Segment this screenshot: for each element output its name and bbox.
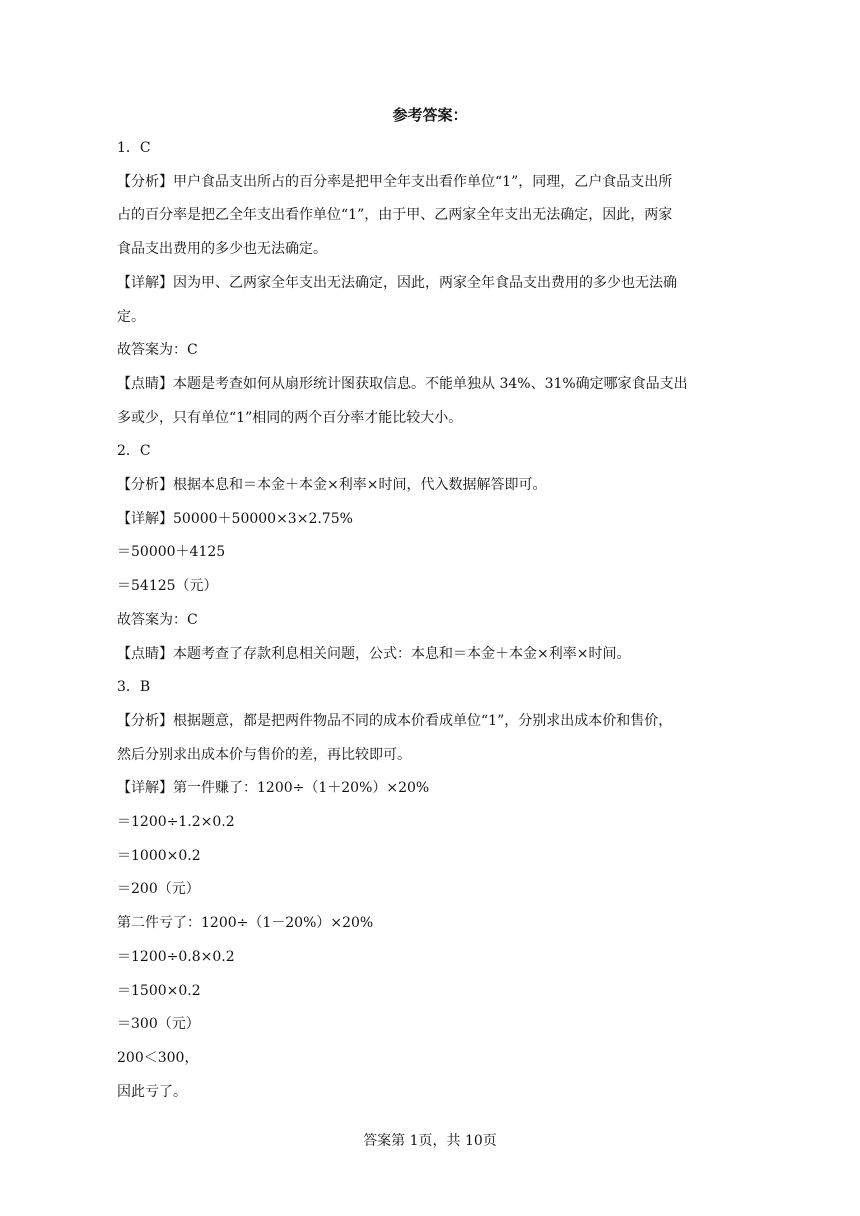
page-footer: 答案第 1页，共 10页 [363, 1133, 497, 1149]
answer-line: 200＜300， [117, 1049, 199, 1066]
answer-line: ＝1200÷1.2×0.2 [117, 814, 235, 831]
answer-line: 因此亏了。 [117, 1083, 187, 1100]
answer-line: 3．B [117, 679, 151, 696]
answer-line: 定。 [117, 308, 145, 325]
answer-line: 1．C [117, 140, 151, 156]
page-title: 参考答案： [392, 106, 468, 124]
answer-line: 故答案为：C [117, 342, 198, 359]
answer-line: 【分析】根据题意，都是把两件物品不同的成本价看成单位“1”，分别求出成本价和售价， [117, 712, 673, 729]
answer-line: 多或少，只有单位“1”相同的两个百分率才能比较大小。 [117, 409, 463, 426]
answer-line: 【点睛】本题是考查如何从扇形统计图获取信息。不能单独从 34%、31%确定哪家食品支出 [117, 375, 688, 392]
answer-line: 【点睛】本题考查了存款利息相关问题，公式：本息和＝本金＋本金×利率×时间。 [117, 645, 631, 662]
answer-line: 【分析】根据本息和＝本金＋本金×利率×时间，代入数据解答即可。 [117, 477, 547, 494]
answer-line: 【分析】甲户食品支出所占的百分率是把甲全年支出看作单位“1”，同理，乙户食品支出所 [117, 173, 673, 190]
answer-line: ＝1500×0.2 [117, 982, 201, 999]
answer-line: ＝300（元） [117, 1016, 200, 1033]
answer-line: ＝1000×0.2 [117, 847, 201, 864]
answer-line: 【详解】因为甲、乙两家全年支出无法确定，因此，两家全年食品支出费用的多少也无法确 [117, 274, 677, 291]
answer-line: 【详解】50000＋50000×3×2.75% [117, 510, 353, 527]
answer-line: 然后分别求出成本价与售价的差，再比较即可。 [117, 746, 411, 763]
answer-line: 第二件亏了：1200÷（1－20%）×20% [117, 915, 374, 932]
answer-line: 2．C [117, 443, 151, 460]
answer-line: 故答案为：C [117, 611, 198, 628]
answer-line: 占的百分率是把乙全年支出看作单位“1”，由于甲、乙两家全年支出无法确定，因此，两家 [117, 207, 673, 224]
answer-line: ＝1200÷0.8×0.2 [117, 948, 235, 965]
answer-line: 【详解】第一件赚了：1200÷（1＋20%）×20% [117, 780, 430, 797]
answer-line: 食品支出费用的多少也无法确定。 [117, 241, 327, 258]
answer-body [117, 132, 737, 1109]
answer-line: ＝50000＋4125 [117, 544, 226, 561]
answer-line: ＝200（元） [117, 881, 200, 898]
answer-line: ＝54125（元） [117, 578, 218, 595]
